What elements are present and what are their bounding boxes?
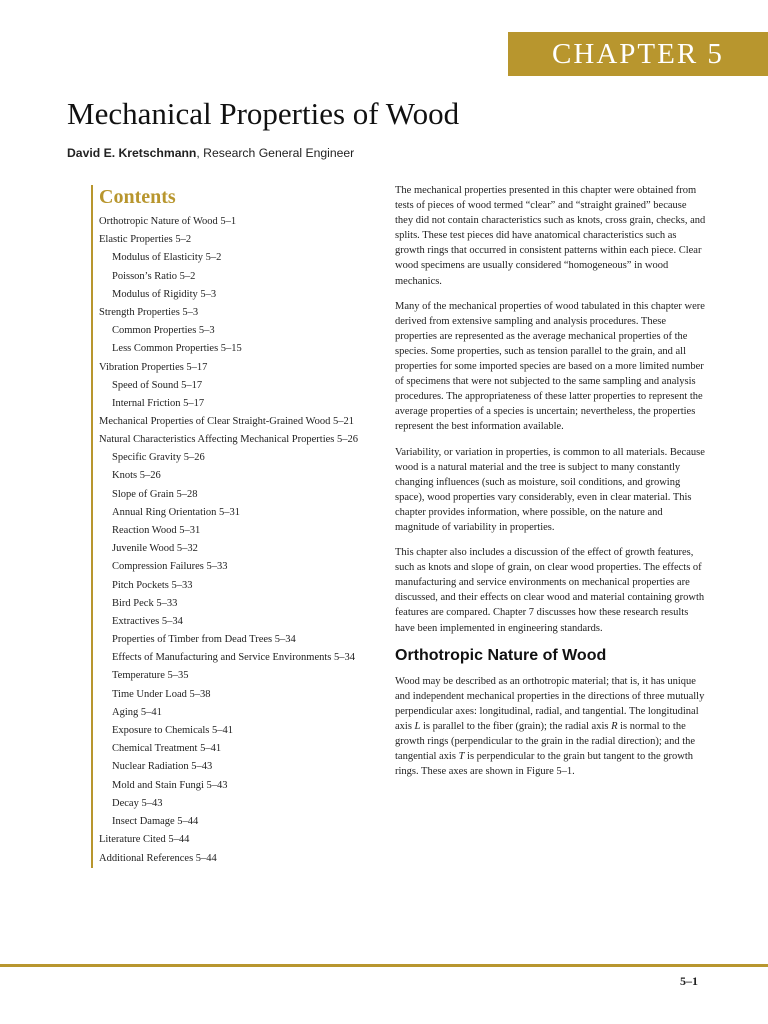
body-paragraph: Variability, or variation in properties, is common to all materials. Because wood is a natural material and the tree is subject to many constantly changing influences (such as moisture, soil conditions, and growing space), wood properties vary considerably, even in clear material. This chapter provides information, where possible, on the nature and magnitude of variability in properties. — [395, 446, 705, 533]
toc-item[interactable]: Speed of Sound 5–17 — [112, 379, 203, 391]
toc-item[interactable]: Literature Cited 5–44 — [99, 834, 190, 846]
table-of-contents — [91, 185, 359, 868]
axis-symbol: R — [611, 720, 618, 732]
toc-item[interactable]: Less Common Properties 5–15 — [112, 343, 242, 355]
toc-item[interactable]: Modulus of Rigidity 5–3 — [112, 288, 217, 300]
toc-item[interactable]: Orthotropic Nature of Wood 5–1 — [99, 216, 237, 227]
toc-item[interactable]: Aging 5–41 — [112, 706, 162, 718]
toc-item[interactable]: Compression Failures 5–33 — [112, 561, 228, 573]
toc-item[interactable]: Vibration Properties 5–17 — [99, 361, 208, 373]
author-line — [67, 146, 354, 160]
axis-symbol: T — [458, 751, 465, 763]
toc-item[interactable]: Exposure to Chemicals 5–41 — [112, 725, 234, 737]
axis-symbol: L — [414, 720, 421, 732]
page-number: 5–1 — [680, 974, 698, 988]
toc-item[interactable]: Juvenile Wood 5–32 — [112, 543, 198, 555]
text-run: Wood may be described as an orthotropic material; that is, it has unique and independent mechanical properties in the directions of three mutually perpendicular axes: longitudinal, radial, and tangential. The longitudinal axis — [395, 675, 705, 732]
toc-item[interactable]: Elastic Properties 5–2 — [99, 234, 192, 246]
footer-rule — [0, 964, 768, 967]
toc-item[interactable]: Knots 5–26 — [112, 470, 161, 482]
body-column — [395, 183, 707, 789]
toc-item[interactable]: Common Properties 5–3 — [112, 325, 215, 337]
toc-item[interactable]: Extractives 5–34 — [112, 616, 183, 628]
body-paragraph: This chapter also includes a discussion of the effect of growth features, such as knots and slope of grain, on clear wood properties. The effects of manufacturing and service environments on mechanical properties are discussed, and their effects on clear wood and material containing growth features are compared. Chapter 7 discusses how these research results have been implemented in engineering standards. — [395, 547, 705, 634]
text-run: is perpendicular to the grain but tangent to the growth rings. These axes are shown in Figure 5–1. — [395, 751, 694, 778]
page-title: Mechanical Properties of Wood — [67, 96, 460, 131]
toc-item[interactable]: Poisson’s Ratio 5–2 — [112, 270, 196, 282]
toc-item[interactable]: Additional References 5–44 — [99, 852, 217, 864]
toc-item[interactable]: Insect Damage 5–44 — [112, 816, 199, 828]
toc-item[interactable]: Specific Gravity 5–26 — [112, 452, 205, 464]
chapter-label: CHAPTER 5 — [552, 37, 724, 70]
toc-item[interactable]: Decay 5–43 — [112, 797, 163, 809]
toc-item[interactable]: Natural Characteristics Affecting Mechanical Properties 5–26 — [99, 434, 359, 446]
toc-item[interactable]: Nuclear Radiation 5–43 — [112, 761, 213, 773]
toc-item[interactable]: Mechanical Properties of Clear Straight-Grained Wood 5–21 — [99, 416, 354, 428]
toc-item[interactable]: Pitch Pockets 5–33 — [112, 579, 193, 591]
toc-item[interactable]: Annual Ring Orientation 5–31 — [112, 506, 241, 518]
toc-list — [99, 213, 359, 868]
toc-item[interactable]: Slope of Grain 5–28 — [112, 488, 198, 500]
author-role: , Research General Engineer — [196, 146, 355, 160]
toc-heading: Contents — [99, 186, 176, 208]
toc-item[interactable]: Modulus of Elasticity 5–2 — [112, 252, 222, 264]
toc-item[interactable]: Time Under Load 5–38 — [112, 688, 211, 700]
body-paragraph: Many of the mechanical properties of wood tabulated in this chapter were derived from extensive sampling and analysis procedures. These properties are represented as the average mechanical properties of the species. Some properties, such as tension parallel to the grain, and all properties for some imported species are based on a more limited number of specimens that were not subjected to the same sampling and analysis procedures. The appropriateness of these latter properties to represent the average properties of a species is uncertain; nevertheless, the properties represent the best information available. — [395, 300, 705, 433]
toc-item[interactable]: Properties of Timber from Dead Trees 5–34 — [112, 634, 296, 646]
body-paragraph: The mechanical properties presented in this chapter were obtained from tests of pieces of wood termed “clear” and “straight grained” because they did not contain characteristics such as knots, cross grain, checks, and splits. These test pieces did have anatomical characteristics such as growth rings that occurred in consistent patterns within each piece. Clear wood specimens are usually considered “homogeneous” in wood mechanics. — [395, 185, 706, 287]
toc-item[interactable]: Reaction Wood 5–31 — [112, 525, 201, 537]
author-name: David E. Kretschmann — [67, 146, 197, 160]
chapter-banner — [508, 32, 768, 76]
toc-item[interactable]: Internal Friction 5–17 — [112, 398, 205, 410]
toc-item[interactable]: Effects of Manufacturing and Service Environments 5–34 — [112, 652, 355, 664]
toc-item[interactable]: Chemical Treatment 5–41 — [112, 743, 222, 755]
toc-item[interactable]: Mold and Stain Fungi 5–43 — [112, 779, 228, 791]
text-run: is parallel to the fiber (grain); the radial axis — [420, 720, 612, 732]
section-heading: Orthotropic Nature of Wood — [395, 646, 607, 664]
toc-item[interactable]: Strength Properties 5–3 — [99, 307, 199, 319]
toc-item[interactable]: Temperature 5–35 — [112, 670, 189, 682]
body-paragraph — [395, 674, 707, 780]
toc-item[interactable]: Bird Peck 5–33 — [112, 597, 178, 609]
text-run: is normal to the growth rings (perpendicular to the grain in the radial direction); and the tangential axis — [395, 720, 696, 763]
